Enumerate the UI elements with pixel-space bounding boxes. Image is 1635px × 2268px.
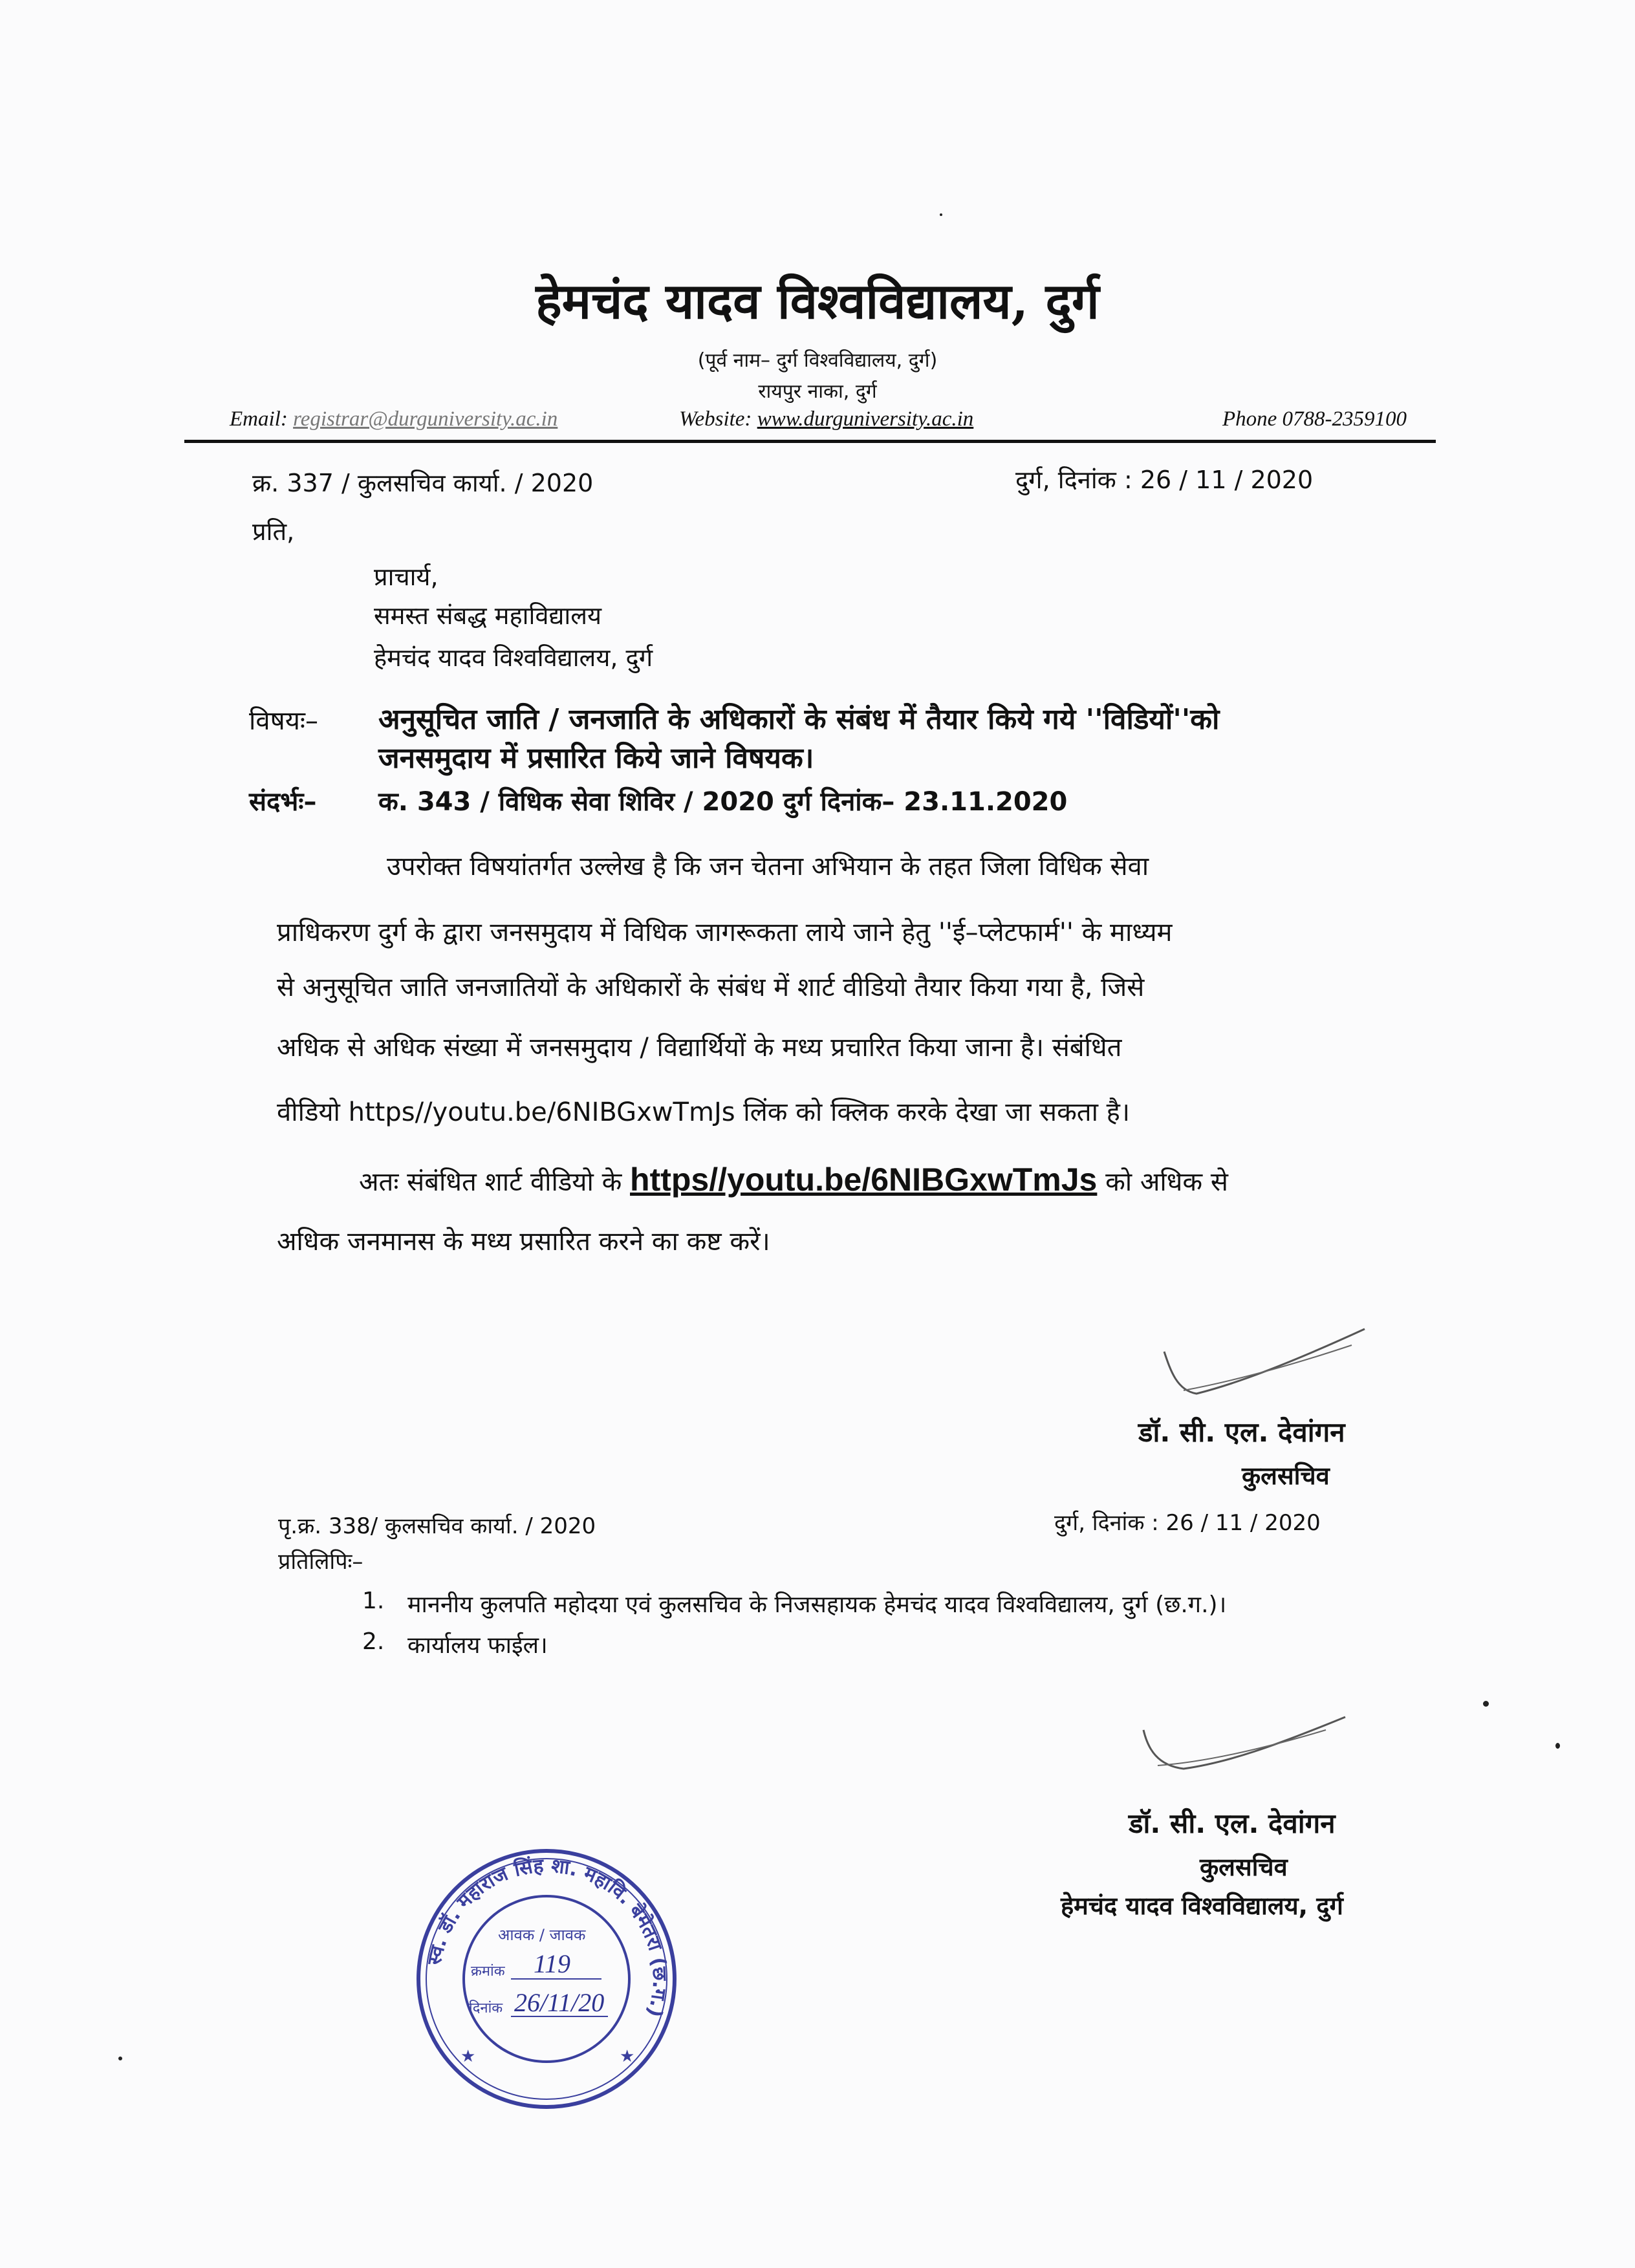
copy-signatory-name: डॉ. सी. एल. देवांगन (1129, 1808, 1336, 1839)
body-line-5: वीडियो https//youtu.be/6NIBGxwTmJs लिंक को क्लिक करके देखा जा सकता है। (277, 1097, 1131, 1127)
recipient-line-3: हेमचंद यादव विश्वविद्यालय, दुर्ग (374, 643, 653, 672)
copy-label: प्रतिलिपिः– (278, 1549, 363, 1575)
paper-speck (118, 2057, 122, 2060)
address: रायपुर नाका, दुर्ग (758, 380, 877, 403)
subject-label: विषयः– (249, 706, 318, 736)
signature-2 (1138, 1701, 1352, 1785)
university-title: हेमचंद यादव विश्वविद्यालय, दुर्ग (536, 272, 1099, 330)
copy-item-1-num: 1. (362, 1588, 385, 1614)
copy-signatory-title: कुलसचिव (1200, 1853, 1288, 1881)
copy-item-2-text: कार्यालय फाईल। (407, 1632, 548, 1659)
stamp-star-right: ★ (620, 2047, 635, 2066)
email-label: Email: (230, 407, 288, 431)
phone-number: Phone 0788-2359100 (1222, 407, 1407, 431)
former-name: (पूर्व नाम– दुर्ग विश्वविद्यालय, दुर्ग) (697, 349, 938, 372)
reference-label: संदर्भः– (249, 787, 317, 817)
signatory-name: डॉ. सी. एल. देवांगन (1138, 1416, 1345, 1448)
email-link[interactable]: registrar@durguniversity.ac.in (293, 407, 558, 431)
para2-line-1 (359, 1161, 1228, 1198)
email-block (230, 407, 558, 431)
recipient-line-2: समस्त संबद्ध महाविद्यालय (374, 601, 602, 630)
institution-stamp (414, 1843, 679, 2115)
stamp-label-top: आवक / जावक (498, 1926, 586, 1944)
copy-item-1-text: माननीय कुलपति महोदया एवं कुलसचिव के निजसहायक हेमचंद यादव विश्वविद्यालय, दुर्ग (छ.ग.)। (407, 1592, 1227, 1618)
to-label: प्रति, (252, 517, 295, 546)
video-link[interactable]: https//youtu.be/6NIBGxwTmJs (630, 1161, 1098, 1198)
paper-speck (1555, 1743, 1560, 1749)
stamp-star-left: ★ (460, 2047, 476, 2066)
signatory-title: कुलसचिव (1242, 1462, 1330, 1490)
body-line-3: से अनुसूचित जाति जनजातियों के अधिकारों के संबंध में शार्ट वीडियो तैयार किया गया है, जिसे (277, 973, 1145, 1002)
body-line-2: प्राधिकरण दुर्ग के द्वारा जनसमुदाय में विधिक जागरूकता लाये जाने हेतु ''ई–प्लेटफार्म'' के माध्यम (277, 918, 1173, 947)
paper-speck (1483, 1701, 1489, 1707)
website-block (679, 407, 973, 431)
para2-suffix: को अधिक से (1105, 1167, 1228, 1197)
letter-ref-no: क्र. 337 / कुलसचिव कार्या. / 2020 (252, 469, 594, 497)
body-line-1: उपरोक्त विषयांतर्गत उल्लेख है कि जन चेतना अभियान के तहत जिला विधिक सेवा (387, 852, 1149, 881)
stamp-date-label: दिनांक (469, 2000, 503, 2016)
paper-speck (940, 213, 942, 216)
stamp-number-label: क्रमांक (471, 1963, 505, 1980)
subject-line-1: अनुसूचित जाति / जनजाति के अधिकारों के संबंध में तैयार किये गये ''विडियों''को (378, 703, 1220, 736)
para2-prefix: अतः संबंधित शार्ट वीडियो के (359, 1167, 622, 1197)
reference-text: क. 343 / विधिक सेवा शिविर / 2020 दुर्ग दिनांक– 23.11.2020 (378, 787, 1068, 817)
copy-signatory-org: हेमचंद यादव विश्वविद्यालय, दुर्ग (1061, 1892, 1343, 1920)
copy-date: दुर्ग, दिनांक : 26 / 11 / 2020 (1054, 1510, 1321, 1536)
stamp-date: 26/11/20 (514, 1988, 605, 2017)
signature-1 (1158, 1319, 1371, 1410)
copy-ref-no: पृ.क्र. 338/ कुलसचिव कार्या. / 2020 (278, 1513, 596, 1539)
website-link[interactable]: www.durguniversity.ac.in (757, 407, 974, 431)
header-divider (184, 440, 1436, 443)
recipient-line-1: प्राचार्य, (374, 563, 439, 591)
stamp-number: 119 (534, 1949, 571, 1978)
website-label: Website: (679, 407, 752, 431)
letter-date: दुर्ग, दिनांक : 26 / 11 / 2020 (1015, 466, 1314, 494)
stamp-ring-text: स्व. डॉ. महाराज सिंह शा. महावि. बेमेतरा (छ.ग.) (423, 1854, 671, 2020)
copy-item-2-num: 2. (362, 1628, 385, 1655)
body-line-4: अधिक से अधिक संख्या में जनसमुदाय / विद्यार्थियों के मध्य प्रचारित किया जाना है। संबंधित (277, 1033, 1122, 1063)
subject-line-2: जनसमुदाय में प्रसारित किये जाने विषयक। (378, 742, 814, 775)
para2-line-2: अधिक जनमानस के मध्य प्रसारित करने का कष्ट करें। (277, 1227, 770, 1257)
